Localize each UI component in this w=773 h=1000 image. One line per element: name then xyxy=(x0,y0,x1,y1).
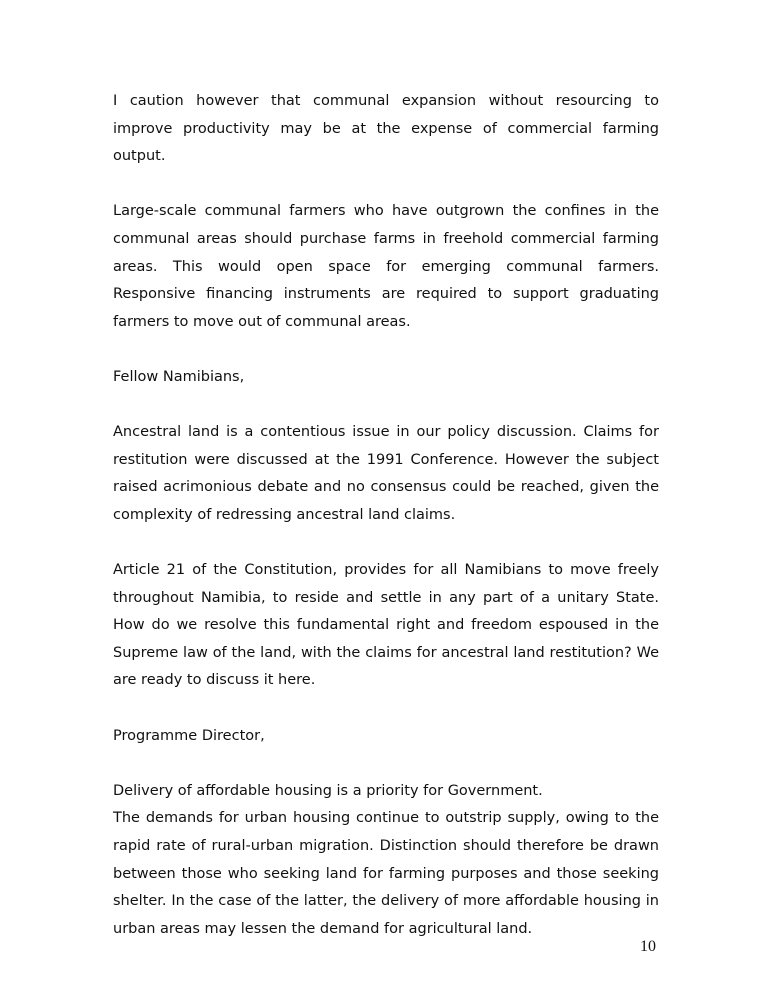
paragraph-ancestral-land: Ancestral land is a contentious issue in our policy discussion. Claims for restitution were discussed at the 1991 Conference. However the subject raised acrimonious debate and no consensus could be reached, given the complexity of redressing ancestral land claims. xyxy=(113,424,659,523)
paragraph-urban-housing-demand: The demands for urban housing continue to outstrip supply, owing to the rapid rate of rural-urban migration. Distinction should therefore be drawn between those who seeking land for farming purposes and those seeking shelter. In the case of the latter, the delivery of more affordable housing in urban areas may lessen the demand for agricultural land. xyxy=(113,810,659,937)
body-text xyxy=(113,88,659,943)
salutation-fellow-namibians: Fellow Namibians, xyxy=(113,368,245,385)
paragraph-article-21: Article 21 of the Constitution, provides for all Namibians to move freely throughout Namibia, to reside and settle in any part of a unitary State. How do we resolve this fundamental right and freedom espoused in the Supreme law of the land, with the claims for ancestral land restitution? We are ready to discuss it here. xyxy=(113,562,659,689)
paragraph-housing-priority: Delivery of affordable housing is a priority for Government. xyxy=(113,782,543,799)
salutation-programme-director: Programme Director, xyxy=(113,727,265,744)
paragraph-large-scale-farmers: Large-scale communal farmers who have outgrown the confines in the communal areas should purchase farms in freehold commercial farming areas. This would open space for emerging communal farmers. Responsive financing instruments are required to support graduating farmers to move out of communal areas. xyxy=(113,203,659,330)
paragraph-communal-expansion: I caution however that communal expansion without resourcing to improve productivity may be at the expense of commercial farming output. xyxy=(113,93,659,165)
page-number: 10 xyxy=(640,938,656,955)
